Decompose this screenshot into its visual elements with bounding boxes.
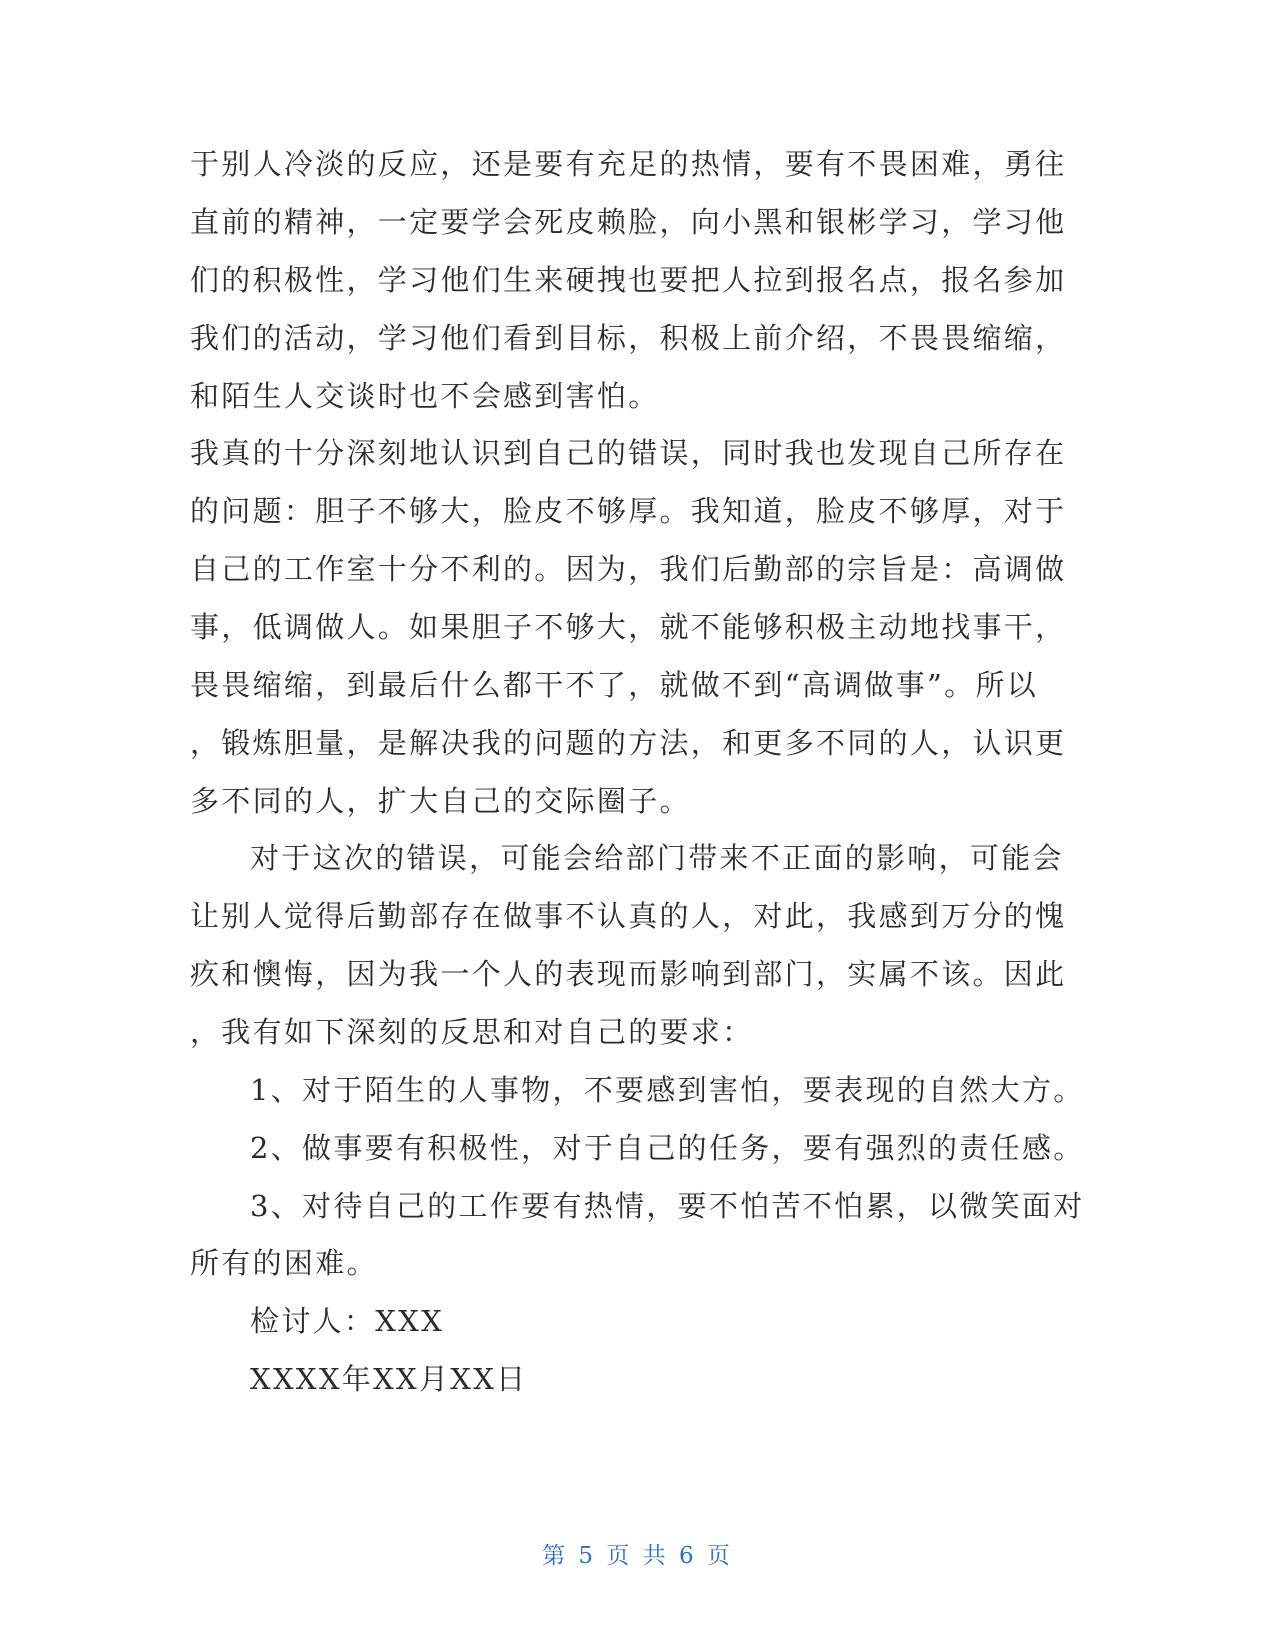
date-line: XXXX年XX月XX日 <box>250 1362 528 1396</box>
text-line: 们的积极性，学习他们生来硬拽也要把人拉到报名点，报名参加 <box>190 263 1067 297</box>
text-line: 的问题：胆子不够大，脸皮不够厚。我知道，脸皮不够厚，对于 <box>190 494 1067 528</box>
text-line: 让别人觉得后勤部存在做事不认真的人，对此，我感到万分的愧 <box>190 899 1067 933</box>
text-line: ，我有如下深刻的反思和对自己的要求： <box>190 1015 754 1049</box>
text-line: 我们的活动，学习他们看到目标，积极上前介绍，不畏畏缩缩， <box>190 321 1067 355</box>
list-item: 3、对待自己的工作要有热情，要不怕苦不怕累，以微笑面对 <box>250 1189 1085 1223</box>
page-number: 第 5 页 共 6 页 <box>542 1543 733 1569</box>
text-line: 我真的十分深刻地认识到自己的错误，同时我也发现自己所存在 <box>190 436 1067 470</box>
text-line: 所有的困难。 <box>190 1246 378 1280</box>
text-line: ，锻炼胆量，是解决我的问题的方法，和更多不同的人，认识更 <box>190 726 1067 760</box>
text-line: 和陌生人交谈时也不会感到害怕。 <box>190 379 660 413</box>
text-line: 对于这次的错误，可能会给部门带来不正面的影响，可能会 <box>250 841 1064 875</box>
list-item: 2、做事要有积极性，对于自己的任务，要有强烈的责任感。 <box>250 1131 1085 1165</box>
text-line: 疚和懊悔，因为我一个人的表现而影响到部门，实属不该。因此 <box>190 957 1067 991</box>
text-line: 事，低调做人。如果胆子不够大，就不能够积极主动地找事干， <box>190 610 1067 644</box>
text-line: 直前的精神，一定要学会死皮赖脸，向小黑和银彬学习，学习他 <box>190 205 1067 239</box>
text-line: 多不同的人，扩大自己的交际圈子。 <box>190 784 691 818</box>
signature-line: 检讨人：XXX <box>250 1304 445 1338</box>
text-line: 自己的工作室十分不利的。因为，我们后勤部的宗旨是：高调做 <box>190 552 1067 586</box>
list-item: 1、对于陌生的人事物，不要感到害怕，要表现的自然大方。 <box>250 1073 1085 1107</box>
text-line: 于别人冷淡的反应，还是要有充足的热情，要有不畏困难，勇往 <box>190 147 1067 181</box>
text-line: 畏畏缩缩，到最后什么都干不了，就做不到“高调做事”。所以 <box>190 668 1039 702</box>
